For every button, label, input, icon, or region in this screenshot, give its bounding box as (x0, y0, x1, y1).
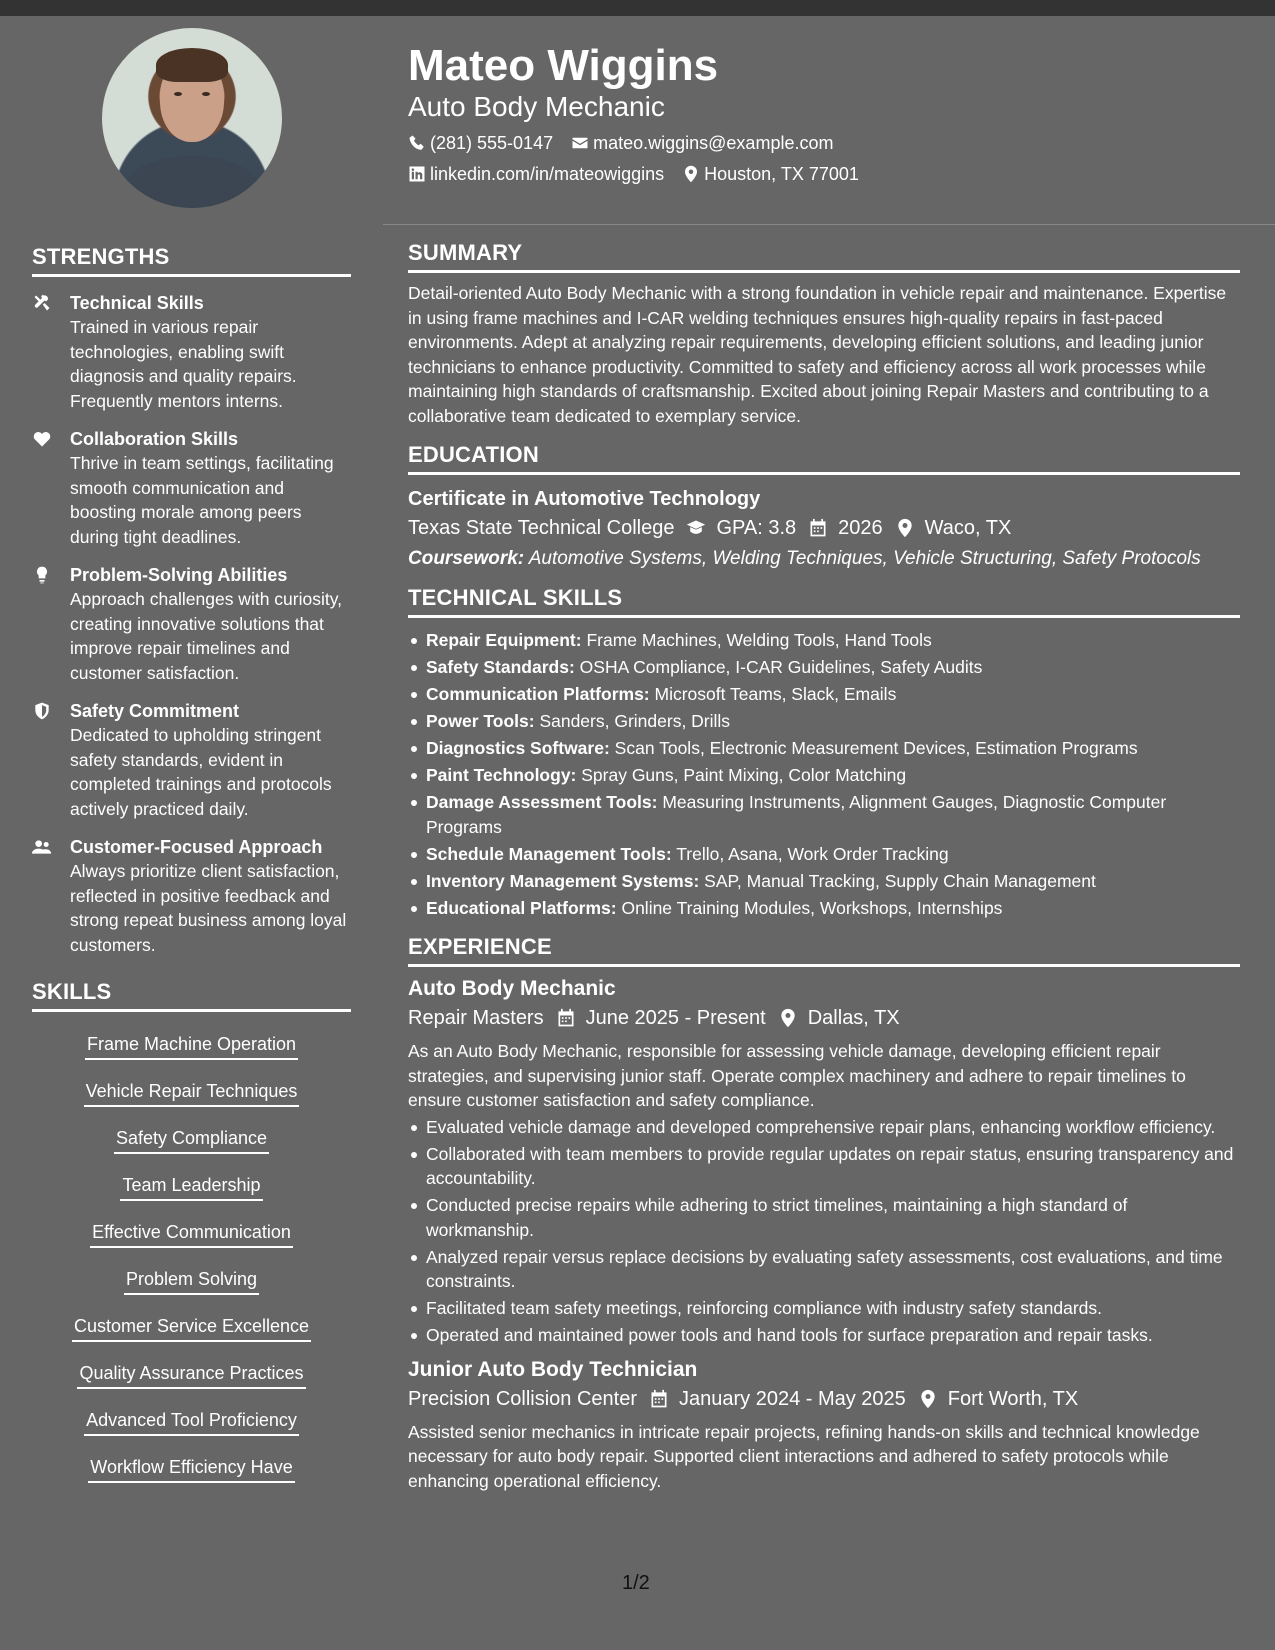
company-name: Repair Masters (408, 1007, 544, 1029)
year-text: 2026 (838, 517, 883, 539)
job-bullets (408, 1115, 1240, 1348)
location-text: Dallas, TX (807, 1007, 900, 1029)
header-divider (383, 224, 1275, 225)
education-location (895, 513, 1012, 543)
graduation-cap-icon (686, 518, 706, 538)
skill-tag: Safety Compliance (114, 1122, 269, 1154)
company-name: Precision Collision Center (408, 1387, 637, 1410)
list-item: Operated and maintained power tools and hand tools for surface preparation and repair tasks. (408, 1323, 1240, 1348)
list-item: Evaluated vehicle damage and developed comprehensive repair plans, enhancing workflow efficiency. (408, 1115, 1240, 1140)
job-description: Assisted senior mechanics in intricate repair projects, refining hands-on skills and technical knowledge necessary for auto body repair. Supported client interactions and adhered to safety protocols while enhancing operational efficiency. (408, 1421, 1200, 1491)
coursework (408, 547, 1240, 571)
list-item: Paint Technology: Spray Guns, Paint Mixing, Color Matching (408, 763, 1240, 788)
list-item: Collaborated with team members to provide regular updates on repair status, ensuring transparency and accountability. (408, 1142, 1240, 1191)
phone-contact[interactable] (408, 131, 553, 155)
experience-heading: EXPERIENCE (408, 934, 1240, 967)
map-pin-icon (918, 1389, 938, 1409)
skill-tag: Workflow Efficiency Have (88, 1451, 294, 1483)
strength-title: Safety Commitment (70, 701, 240, 721)
technical-skills-heading: TECHNICAL SKILLS (408, 585, 1240, 618)
strength-title: Collaboration Skills (70, 429, 239, 449)
skill-tag: Frame Machine Operation (85, 1028, 298, 1060)
education-section (408, 442, 1240, 571)
map-pin-icon (682, 165, 700, 183)
location-text: Houston, TX 77001 (704, 164, 859, 184)
tools-icon (32, 291, 70, 413)
candidate-title: Auto Body Mechanic (408, 91, 665, 122)
job-location (778, 1003, 900, 1033)
education-meta (408, 513, 1240, 543)
candidate-name: Mateo Wiggins (408, 41, 719, 90)
calendar-icon (556, 1008, 576, 1028)
list-item: Conducted precise repairs while adhering to strict timelines, maintaining a high standard of workmanship. (408, 1193, 1240, 1242)
job-title: Junior Auto Body Technician (408, 1357, 698, 1381)
coursework-label: Coursework: (408, 548, 525, 569)
strength-desc: Approach challenges with curiosity, creating innovative solutions that improve repair timelines and customer satisfaction. (70, 589, 343, 683)
list-item: Damage Assessment Tools: Measuring Instruments, Alignment Gauges, Diagnostic Computer Programs (408, 790, 1240, 839)
job-dates (649, 1384, 906, 1414)
calendar-icon (649, 1389, 669, 1409)
strength-title: Problem-Solving Abilities (70, 565, 288, 585)
skill-tag: Advanced Tool Proficiency (84, 1404, 299, 1436)
contact-row (408, 131, 1240, 155)
list-item: Power Tools: Sanders, Grinders, Drills (408, 709, 1240, 734)
list-item: Safety Standards: OSHA Compliance, I-CAR Guidelines, Safety Audits (408, 655, 1240, 680)
skill-tag: Effective Communication (90, 1216, 293, 1248)
phone-icon (408, 134, 426, 152)
heart-icon (32, 427, 70, 549)
skill-tag: Team Leadership (120, 1169, 262, 1201)
linkedin-icon (408, 165, 426, 183)
strength-title: Customer-Focused Approach (70, 837, 323, 857)
summary-text: Detail-oriented Auto Body Mechanic with a strong foundation in vehicle repair and maintenance. Expertise in using frame machines and I-CAR welding techniques ensures high-quality repairs in fast-paced environments. Adept at analyzing repair requirements, developing efficient solutions, and leading junior technicians to enhance productivity. Committed to safety and efficiency across all work processes while maintaining high standards of craftsmanship. Excited about joining Repair Masters and contributing to a collaborative team dedicated to exemplary service. (408, 283, 1227, 426)
list-item: Repair Equipment: Frame Machines, Welding Tools, Hand Tools (408, 628, 1240, 653)
email-contact[interactable] (571, 131, 833, 155)
skill-tag: Quality Assurance Practices (77, 1357, 305, 1389)
summary-section (408, 240, 1240, 428)
job-dates (556, 1003, 766, 1033)
gpa (686, 513, 796, 543)
map-pin-icon (895, 518, 915, 538)
strength-desc: Always prioritize client satisfaction, reflected in positive feedback and strong repeat business among loyal customers. (70, 861, 347, 955)
map-pin-icon (778, 1008, 798, 1028)
coursework-text: Automotive Systems, Welding Techniques, Vehicle Structuring, Safety Protocols (524, 548, 1201, 569)
strength-desc: Dedicated to upholding stringent safety standards, evident in completed trainings and protocols actively practiced daily. (70, 725, 332, 819)
experience-section (408, 934, 1240, 1493)
strength-item (32, 291, 351, 413)
strengths-heading: STRENGTHS (32, 244, 351, 277)
skills-list (32, 1022, 351, 1492)
lightbulb-icon (32, 563, 70, 685)
summary-heading: SUMMARY (408, 240, 1240, 273)
job-title: Auto Body Mechanic (408, 977, 616, 1000)
list-item: Schedule Management Tools: Trello, Asana, Work Order Tracking (408, 842, 1240, 867)
location-text: Fort Worth, TX (947, 1387, 1079, 1410)
list-item: Analyzed repair versus replace decisions by evaluating safety assessments, cost evaluations, and time constraints. (408, 1245, 1240, 1294)
dates-text: June 2025 - Present (585, 1007, 766, 1029)
linkedin-contact[interactable] (408, 162, 664, 186)
skill-tag: Problem Solving (124, 1263, 259, 1295)
main-content (408, 240, 1240, 1507)
list-item: Facilitated team safety meetings, reinforcing compliance with industry safety standards. (408, 1296, 1240, 1321)
school-name: Texas State Technical College (408, 517, 675, 539)
list-item: Educational Platforms: Online Training Modules, Workshops, Internships (408, 896, 1240, 921)
location-contact (682, 162, 859, 186)
strength-item (32, 427, 351, 549)
profile-photo (102, 28, 282, 208)
job-meta (408, 1384, 1240, 1414)
strength-title: Technical Skills (70, 293, 204, 313)
education-heading: EDUCATION (408, 442, 1240, 475)
education-year (808, 513, 883, 543)
page-number: 1/2 (622, 1572, 650, 1594)
skills-heading: SKILLS (32, 979, 351, 1012)
users-icon (32, 835, 70, 957)
header (408, 40, 1240, 186)
strength-item (32, 563, 351, 685)
strength-desc: Thrive in team settings, facilitating smooth communication and boosting morale among peers during tight deadlines. (70, 453, 334, 547)
phone-text: (281) 555-0147 (430, 133, 554, 153)
technical-skills-section (408, 585, 1240, 920)
left-column (32, 28, 351, 1492)
linkedin-text: linkedin.com/in/mateowiggins (430, 164, 665, 184)
skill-tag: Vehicle Repair Techniques (84, 1075, 300, 1107)
shield-icon (32, 699, 70, 821)
gpa-text: GPA: 3.8 (716, 517, 797, 539)
calendar-icon (808, 518, 828, 538)
job-meta (408, 1003, 1240, 1033)
strength-item (32, 699, 351, 821)
envelope-icon (571, 134, 589, 152)
strength-desc: Trained in various repair technologies, enabling swift diagnosis and quality repairs. Frequently mentors interns. (70, 317, 297, 411)
job-description: As an Auto Body Mechanic, responsible for assessing vehicle damage, developing efficient repair strategies, and supervising junior staff. Operate complex machinery and adhere to repair timelines to ensure customer satisfaction and safety compliance. (408, 1041, 1186, 1110)
list-item: Communication Platforms: Microsoft Teams, Slack, Emails (408, 682, 1240, 707)
location-text: Waco, TX (924, 517, 1012, 539)
strength-item (32, 835, 351, 957)
top-bar (0, 0, 1275, 16)
contact-row (408, 162, 1240, 186)
email-text: mateo.wiggins@example.com (593, 133, 834, 153)
job-location (918, 1384, 1078, 1414)
list-item: Inventory Management Systems: SAP, Manual Tracking, Supply Chain Management (408, 869, 1240, 894)
skill-tag: Customer Service Excellence (72, 1310, 311, 1342)
dates-text: January 2024 - May 2025 (678, 1387, 906, 1410)
degree-title: Certificate in Automotive Technology (408, 488, 761, 510)
list-item: Diagnostics Software: Scan Tools, Electronic Measurement Devices, Estimation Programs (408, 736, 1240, 761)
technical-skills-list (408, 628, 1240, 920)
